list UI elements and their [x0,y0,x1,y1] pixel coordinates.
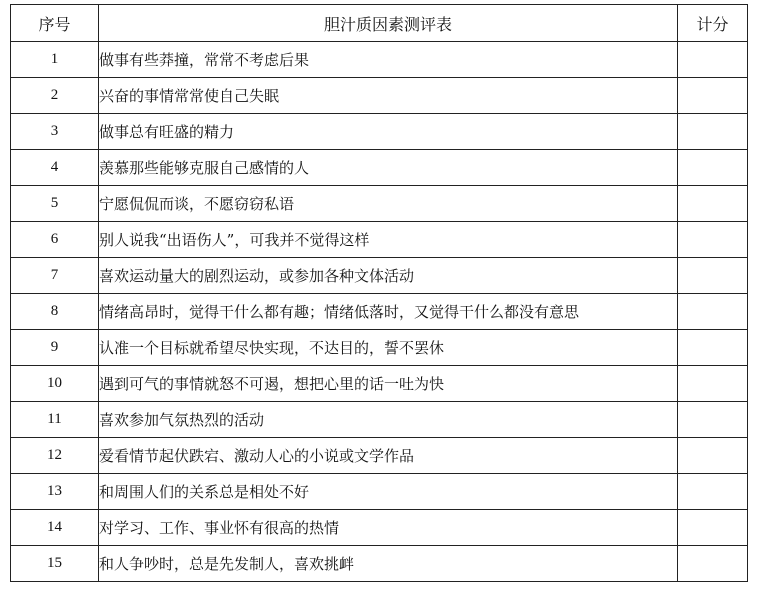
row-statement: 做事有些莽撞，常常不考虑后果 [99,42,678,78]
row-statement: 遇到可气的事情就怒不可遏，想把心里的话一吐为快 [99,366,678,402]
row-statement: 和人争吵时，总是先发制人，喜欢挑衅 [99,546,678,582]
row-statement: 对学习、工作、事业怀有很高的热情 [99,510,678,546]
row-score-cell[interactable] [678,330,748,366]
row-score-cell[interactable] [678,402,748,438]
row-number: 6 [11,222,99,258]
row-number: 15 [11,546,99,582]
table-row [11,114,748,150]
row-score-cell[interactable] [678,150,748,186]
row-score-cell[interactable] [678,438,748,474]
row-score-cell[interactable] [678,366,748,402]
row-score-cell[interactable] [678,294,748,330]
table-row [11,510,748,546]
row-score-cell[interactable] [678,258,748,294]
table-row [11,546,748,582]
table-row [11,402,748,438]
table-row [11,222,748,258]
table-row [11,78,748,114]
row-statement: 爱看情节起伏跌宕、激动人心的小说或文学作品 [99,438,678,474]
row-score-cell[interactable] [678,114,748,150]
row-number: 8 [11,294,99,330]
row-statement: 情绪高昂时，觉得干什么都有趣；情绪低落时，又觉得干什么都没有意思 [99,294,678,330]
header-row [11,5,748,42]
table-row [11,186,748,222]
row-number: 13 [11,474,99,510]
table-header [11,5,748,42]
row-statement: 别人说我“出语伤人”，可我并不觉得这样 [99,222,678,258]
table-row [11,366,748,402]
row-number: 2 [11,78,99,114]
row-statement: 兴奋的事情常常使自己失眠 [99,78,678,114]
row-statement: 喜欢运动量大的剧烈运动，或参加各种文体活动 [99,258,678,294]
row-number: 9 [11,330,99,366]
row-score-cell[interactable] [678,222,748,258]
table-row [11,150,748,186]
row-score-cell[interactable] [678,78,748,114]
row-number: 14 [11,510,99,546]
header-number: 序号 [11,5,99,42]
table-row [11,474,748,510]
table-row [11,438,748,474]
table-row [11,42,748,78]
row-score-cell[interactable] [678,186,748,222]
table-body [11,42,748,582]
header-title: 胆汁质因素测评表 [99,5,678,42]
row-number: 12 [11,438,99,474]
assessment-table [10,4,748,582]
row-number: 5 [11,186,99,222]
row-number: 7 [11,258,99,294]
row-score-cell[interactable] [678,546,748,582]
table-row [11,294,748,330]
row-score-cell[interactable] [678,42,748,78]
row-statement: 喜欢参加气氛热烈的活动 [99,402,678,438]
row-score-cell[interactable] [678,474,748,510]
row-score-cell[interactable] [678,510,748,546]
row-number: 3 [11,114,99,150]
row-statement: 和周围人们的关系总是相处不好 [99,474,678,510]
row-statement: 羡慕那些能够克服自己感情的人 [99,150,678,186]
row-number: 10 [11,366,99,402]
row-statement: 做事总有旺盛的精力 [99,114,678,150]
row-number: 11 [11,402,99,438]
row-number: 4 [11,150,99,186]
row-statement: 认准一个目标就希望尽快实现，不达目的，誓不罢休 [99,330,678,366]
row-statement: 宁愿侃侃而谈，不愿窃窃私语 [99,186,678,222]
header-score: 计分 [678,5,748,42]
table-row [11,330,748,366]
row-number: 1 [11,42,99,78]
table-row [11,258,748,294]
